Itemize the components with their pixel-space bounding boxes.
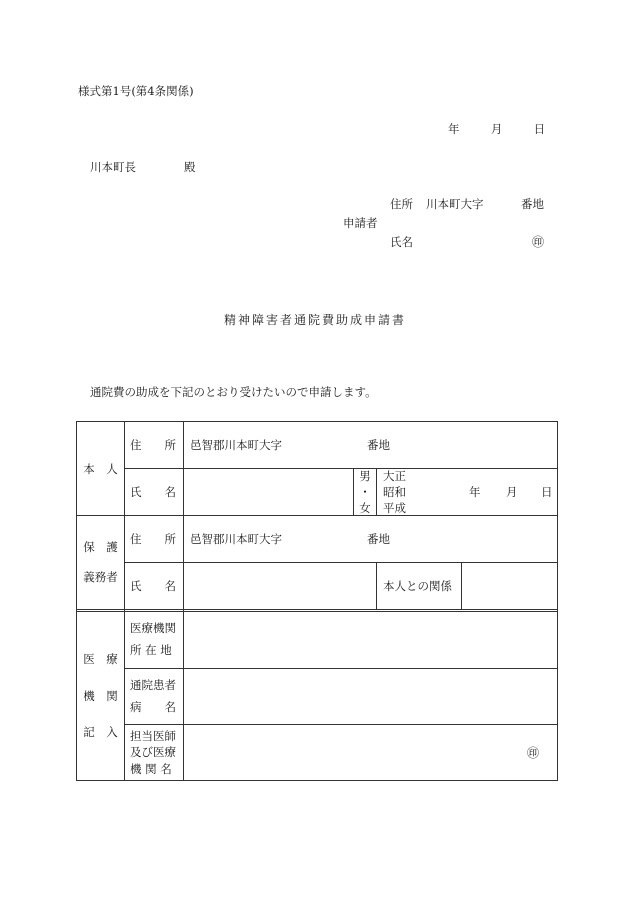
self-name-label: 氏 名 (130, 485, 176, 499)
era-showa-option[interactable]: 昭和 (383, 484, 406, 499)
date-month: 月 (490, 122, 503, 136)
self-sex-field[interactable] (354, 469, 376, 515)
applicant-address-suffix: 番地 (521, 197, 544, 211)
applicant-name-label: 氏名 (390, 235, 413, 249)
self-era-options (383, 469, 406, 515)
era-taisho-option[interactable]: 大正 (383, 468, 406, 483)
date-day: 日 (533, 122, 546, 136)
disease-label-line1: 通院患者 (130, 677, 176, 692)
guardian-address-prefix: 邑智郡川本町大字 (190, 532, 282, 546)
self-section-label: 本 人 (83, 461, 118, 476)
medical-section-line2: 機 関 (83, 688, 118, 703)
sex-separator: ・ (359, 484, 371, 499)
guardian-section-label (77, 516, 124, 609)
facility-label-line1: 医療機関 (130, 621, 176, 636)
guardian-section-line1: 保 護 (83, 539, 118, 554)
date-line (448, 124, 545, 136)
facility-address-label (130, 612, 176, 668)
divider-double-a (76, 609, 558, 610)
disease-name-field[interactable] (184, 669, 557, 724)
table-border-right (557, 421, 558, 781)
doctor-label-line3: 機 関 名 (130, 761, 172, 776)
self-address-prefix: 邑智郡川本町大字 (190, 438, 282, 452)
guardian-address-suffix: 番地 (367, 532, 390, 546)
doctor-label-line1: 担当医師 (130, 729, 176, 744)
document-title: 精神障害者通院費助成申請書 (223, 313, 406, 327)
medical-section-line1: 医 療 (83, 651, 118, 666)
birth-year-label: 年 (469, 485, 481, 499)
applicant-seal-icon: ㊞ (532, 235, 545, 249)
applicant-address-value: 川本町大字 (426, 197, 484, 211)
birth-month-label: 月 (506, 485, 518, 499)
divider-sex-right (376, 468, 377, 515)
guardian-relation-field[interactable] (462, 563, 557, 609)
self-address-label: 住 所 (130, 438, 176, 452)
disease-name-label (130, 669, 176, 724)
intro-text: 通院費の助成を下記のとおり受けたいので申請します。 (90, 385, 377, 399)
sex-female-option[interactable]: 女 (359, 501, 371, 516)
date-year: 年 (448, 122, 460, 136)
applicant-role-label: 申請者 (343, 216, 378, 230)
form-number: 様式第1号(第4条関係) (78, 84, 194, 98)
disease-label-line2: 病 名 (130, 699, 176, 714)
facility-address-field[interactable] (184, 612, 557, 668)
guardian-name-field[interactable] (184, 563, 376, 609)
table-border-bottom (76, 780, 558, 781)
doctor-label-line2: 及び医療 (130, 745, 176, 760)
sex-male-option[interactable]: 男 (359, 468, 371, 483)
addressee-honorific: 殿 (184, 160, 196, 174)
facility-label-line2: 所 在 地 (130, 643, 172, 657)
birth-day-label: 日 (541, 485, 553, 499)
guardian-section-line2: 義務者 (83, 569, 118, 584)
doctor-seal-icon: ㊞ (527, 746, 540, 760)
doctor-label (130, 725, 176, 780)
era-heisei-option[interactable]: 平成 (383, 501, 406, 516)
medical-section-line3: 記 入 (83, 725, 118, 740)
self-name-field[interactable] (184, 469, 353, 515)
guardian-address-label: 住 所 (130, 532, 176, 546)
applicant-address-label: 住所 (390, 197, 413, 211)
guardian-relation-label: 本人との関係 (383, 579, 452, 593)
guardian-name-label: 氏 名 (130, 579, 176, 593)
addressee-name: 川本町長 (90, 160, 136, 174)
medical-section-label (77, 612, 124, 780)
divider-section-col (124, 421, 125, 781)
self-address-suffix: 番地 (367, 438, 390, 452)
divider-relation-left (376, 562, 377, 609)
doctor-field[interactable] (184, 725, 557, 780)
